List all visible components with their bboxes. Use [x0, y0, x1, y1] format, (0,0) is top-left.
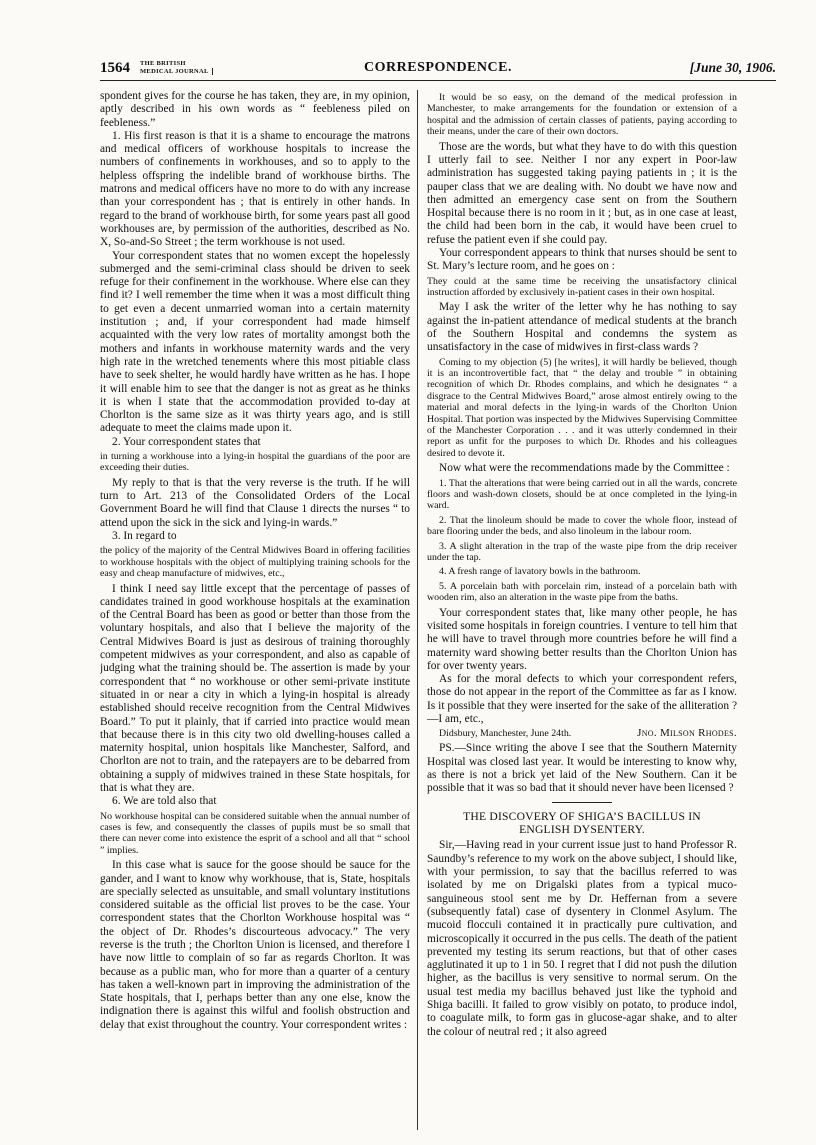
letter-body: Sir,—Having read in your current issue just to hand Professor R. Saundby’s reference to my work on the above subject, I should like, with your permission, to say that the bacillus referred to was isolated by me on Drigalski plates from a typical muco-sanguineous stool sent me by Dr. Heffernan from a severe (subsequently fatal) case of dysentery in Clonmel Asylum. The mucoid flocculi contained it in practically pure cultivation, and microscopically it occurred in the pus cells. The death of the patient prevented my testing its serum reactions, but that of other cases agglutinated it up to 1 in 50. I regret that I did not push the dilution higher, as the bacillus is very sensitive to normal serum. On the usual test media my bacillus behaved just like the typhoid and Shiga bacilli. It failed to grow visibly on potato, to produce indol, to coagulate milk, to form gas in glucose-agar shake, and to alter the colour of neutral red ; it also agreed: [427, 839, 737, 1038]
headline-line-2: ENGLISH DYSENTERY.: [519, 823, 645, 837]
headline-line-1: THE DISCOVERY OF SHIGA’S BACILLUS IN: [463, 810, 701, 824]
journal-line-1: THE BRITISH: [140, 60, 186, 67]
paragraph: spondent gives for the course he has taken, they are, in my opinion, aptly described in his own words as “ feebleness piled on feebleness.”: [100, 90, 410, 129]
recommendation-item: 1. That the alterations that were being carried out in all the wards, concrete floors and wash-down closets, should be at once completed in the lying-in ward.: [427, 477, 737, 512]
article-headline: [427, 810, 737, 836]
paragraph: Now what were the recommendations made by the Committee :: [439, 462, 730, 475]
journal-line-2: MEDICAL JOURNAL: [140, 68, 213, 75]
recommendation-item: 5. A porcelain bath with porcelain rim, instead of a porcelain bath with wooden rim, also an alteration in the waste pipe from the baths.: [427, 580, 737, 604]
paragraph: 3. In regard to: [112, 530, 177, 543]
paragraph: Those are the words, but what they have to do with this question I utterly fail to see. Neither I nor any expert in Poor-law administration has suggested taking paying patients in ; it is the pauper class that we are dealing with. No doubt we have now and then admitted an emergency case sent on from the Southern Hospital because there is no room in it ; but, as in one case at least, the child had been born in the cab, it would have been cruel to refuse the patient even if she could pay.: [427, 140, 737, 246]
section-rule: [552, 802, 612, 803]
paragraph: May I ask the writer of the letter why he has nothing to say against the in-patient attendance of medical students at the branch of the Southern Hospital and condemns the system as unsatisfactory in the case of midwives in first-class wards ?: [427, 301, 737, 354]
recommendation-item: 2. That the linoleum should be made to cover the whole floor, instead of bare flooring under the beds, and also linoleum in the labour room.: [427, 514, 737, 538]
issue-date: [June 30, 1906.: [689, 60, 776, 75]
signature-line: [427, 727, 737, 740]
recommendation-item: 3. A slight alteration in the trap of the waste pipe from the drip receiver under the tap.: [427, 540, 737, 563]
paragraph: My reply to that is that the very reverse is the truth. If he will turn to Art. 213 of the Consolidated Orders of the Local Government Board he will find that Clause 1 directs the nurses “ to attend upon the sick in the sick and lying-in wards.”: [100, 476, 410, 529]
left-column: [100, 90, 410, 1135]
paragraph: Your correspondent appears to think that nurses should be sent to St. Mary’s lecture room, and he goes on :: [427, 247, 737, 273]
paragraph: 2. Your correspondent states that: [112, 435, 261, 448]
section-title: CORRESPONDENCE.: [364, 60, 512, 75]
paragraph: Your correspondent states that, like many other people, he has visited some hospitals in foreign countries. I venture to tell him that he will have to travel through more countries before he will find a maternity ward showing better results than the Chorlton Union has for over twenty years.: [427, 606, 737, 672]
postscript: PS.—Since writing the above I see that the Southern Maternity Hospital was closed last year. It would be interesting to know why, as there is not a brick yet laid of the New Southern. Can it be possible that it was so bad that it should never have been licensed ?: [427, 742, 737, 795]
paragraph: In this case what is sauce for the goose should be sauce for the gander, and I want to know why workhouse, that is, State, hospitals are specially selected as unsuitable, and small voluntary institutions considered suitable as the official list proves to be the case. Your correspondent states that the Chorlton Workhouse hospital was “ the object of Dr. Rhodes’s discourteous advocacy.” The very reverse is the truth ; the Chorlton Union is licensed, and therefore I have now little to complain of so far as regards Chorlton. It was because as a public man, who for more than a quarter of a century has taken a well-known part in improving the administration of the State hospitals, that I, perhaps better than any one else, know the indignation there is against this wilful and foolish obstruction and delay that exist throughout the country. Your correspondent writes :: [100, 859, 410, 1031]
quotation: No workhouse hospital can be considered suitable when the annual number of cases is few, and consequently the classes of pupils must be so small that there can never come into existence the esprit of a school and all that “ school ” implies.: [100, 810, 410, 856]
quotation: It would be so easy, on the demand of the medical profession in Manchester, to make arrangements for the foundation or extension of a hospital and the admission of certain classes of patients, paying according to their means, under the care of their own doctors.: [427, 92, 737, 138]
signature-name: Jno. Milson Rhodes.: [637, 727, 737, 740]
quotation: in turning a workhouse into a lying-in hospital the guardians of the poor are exceeding their duties.: [100, 451, 410, 474]
paragraph: 6. We are told also that: [112, 795, 217, 808]
page-number: 1564: [100, 60, 130, 76]
paragraph: 1. His first reason is that it is a shame to encourage the matrons and medical officers of workhouse hospitals to increase the numbers of confinements in workhouses, and so to apply to the helpless offspring the indelible brand of workhouse births. The matrons and medical officers have no more to do with any increase than your correspondent has ; that is entirely in other hands. In regard to the brand of workhouse birth, for some years past all good workhouses are, by permission of the authorities, described as No. X, So-and-So Street ; the term workhouse is not used.: [100, 129, 410, 249]
paragraph: I think I need say little except that the percentage of passes of candidates trained in good workhouse hospitals at the examination of the Central Board has been as good or better than those from the voluntary hospitals, and also that I believe the majority of the Central Midwives Board is just as desirous of training thoroughly competent midwives as your correspondent, and also as capable of judging what the training should be. The assertion is made by your correspondent that “ no workhouse or other semi-private institute situated in or near a city in which a lying-in hospital is already established should receive recognition from the Central Midwives Board.” To put it plainly, that if carried into practice would mean that because there is in this city two old dwelling-houses called a maternity hospital, union hospitals like Manchester, Salford, and Chorlton are not to train, and the ratepayers are to be debarred from obtaining a supply of midwives trained in these State hospitals, for that is what they are.: [100, 582, 410, 794]
column-divider: [417, 90, 418, 1130]
paragraph: As for the moral defects to which your correspondent refers, those do not appear in the report of the Committee as far as I know. Is it possible that they were inserted for the sake of the alliteration ?—I am, etc.,: [427, 673, 737, 725]
signature-place: Didsbury, Manchester, June 24th.: [439, 728, 572, 740]
quotation: the policy of the majority of the Central Midwives Board in offering facilities to workhouse hospitals with the object of multiplying training schools for the easy and cheap manufacture of midwives, etc.,: [100, 545, 410, 580]
recommendation-item: 4. A fresh range of lavatory bowls in the bathroom.: [439, 566, 641, 578]
paragraph: Your correspondent states that no women except the hopelessly submerged and the semi-criminal class should be driven to seek refuge for their confinement in the workhouse. Where else can they find it? I well remember the time when it was a most difficult thing to get even a decent unmarried woman into a certain maternity institution ; and, if your correspondent had made himself acquainted with the very low rates of mortality amongst both the mothers and infants in workhouse maternity wards and the very high rate in the wretched tenements where this most pitiable class have to seek shelter, he would hardly have written as he has. I hope it will enable him to see that the danger is not as great as he thinks it is when I state that the accommodation provided to-day at Chorlton is the same size as it was thirty years ago, and is still adequate to meet the claims made upon it.: [100, 249, 410, 435]
quotation: They could at the same time be receiving the unsatisfactory clinical instruction afforded by exclusively in-patient cases in their own hospital.: [427, 275, 737, 298]
quotation: Coming to my objection (5) [he writes], it will hardly be believed, though it is an incontrovertible fact, that “ the delay and trouble ” in obtaining recognition of which Dr. Rhodes complains, and which he designates “ a disgrace to the Central Midwives Board,” arose almost entirely owing to the material and moral defects in the lying-in wards of the Chorlton Union Hospital. That portion was inspected by the Midwives Supervising Committee of the Manchester Corporation . . . and it was utterly condemned in their report as unfit for the purposes to which Dr. Rhodes and his colleagues desired to devote it.: [427, 356, 737, 459]
right-column: [427, 90, 737, 1135]
page-header: [100, 58, 776, 81]
